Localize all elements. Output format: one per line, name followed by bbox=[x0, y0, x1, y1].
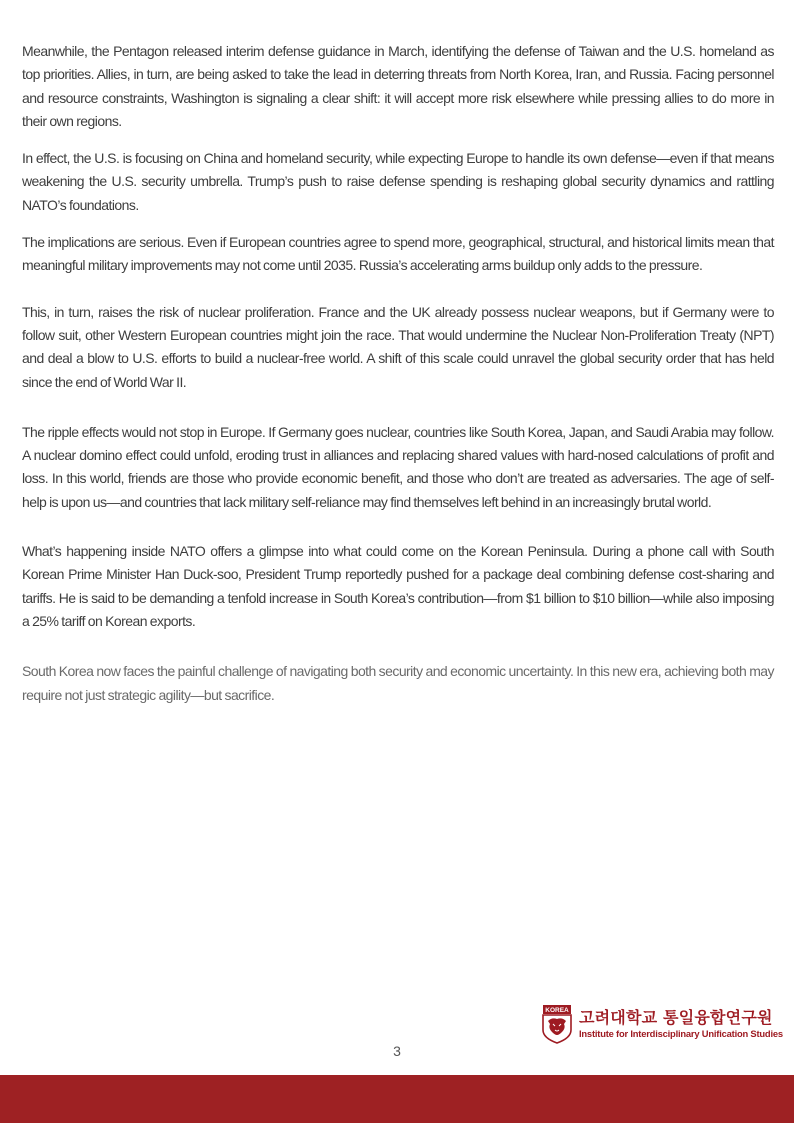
institute-name-english: Institute for Interdisciplinary Unification Studies bbox=[579, 1028, 783, 1039]
institute-name-korean: 고려대학교 통일융합연구원 bbox=[579, 1008, 773, 1027]
footer-bar bbox=[0, 1075, 794, 1123]
korea-university-shield-icon bbox=[542, 1004, 572, 1044]
article-body bbox=[22, 40, 774, 707]
paragraph-1: Meanwhile, the Pentagon released interim defense guidance in March, identifying the defense of Taiwan and the U.S. homeland as top priorities. Allies, in turn, are being asked to take the lead in deterring threats from North Korea, Iran, and Russia. Facing personnel and resource constraints, Washington is signaling a clear shift: it will accept more risk elsewhere while pressing allies to do more in their own regions. bbox=[22, 43, 774, 129]
emblem-text: KOREA bbox=[545, 1007, 569, 1014]
institute-logo bbox=[542, 1004, 783, 1044]
paragraph-5: The ripple effects would not stop in Europe. If Germany goes nuclear, countries like South Korea, Japan, and Saudi Arabia may follow. A nuclear domino effect could unfold, eroding trust in alliances and replacing shared values with hard-nosed calculations of profit and loss. In this world, friends are those who provide economic benefit, and those who don’t are treated as adversaries. The age of self-help is upon us—and countries that lack military self-reliance may find themselves left behind in an increasingly brutal world. bbox=[22, 423, 774, 510]
page-number: 3 bbox=[393, 1043, 401, 1059]
paragraph-4: This, in turn, raises the risk of nuclear proliferation. France and the UK already possess nuclear weapons, but if Germany were to follow suit, other Western European countries might join the race. That would undermine the Nuclear Non-Proliferation Treaty (NPT) and deal a blow to U.S. efforts to build a nuclear-free world. A shift of this scale could unravel the global security order that has held since the end of World War II. bbox=[22, 303, 774, 390]
paragraph-3: The implications are serious. Even if European countries agree to spend more, geographical, structural, and historical limits mean that meaningful military improvements may not come until 2035. Russia’s accelerating arms buildup only adds to the pressure. bbox=[22, 234, 774, 274]
paragraph-7: South Korea now faces the painful challenge of navigating both security and economic uncertainty. In this new era, achieving both may require not just strategic agility—but sacrifice. bbox=[22, 663, 774, 703]
paragraph-2: In effect, the U.S. is focusing on China and homeland security, while expecting Europe to handle its own defense—even if that means weakening the U.S. security umbrella. Trump’s push to raise defense spending is reshaping global security dynamics and rattling NATO’s foundations. bbox=[22, 150, 774, 213]
paragraph-6: What’s happening inside NATO offers a glimpse into what could come on the Korean Peninsula. During a phone call with South Korean Prime Minister Han Duck-soo, President Trump reportedly pushed for a package deal combining defense cost-sharing and tariffs. He is said to be demanding a tenfold increase in South Korea’s contribution—from $1 billion to $10 billion—while also imposing a 25% tariff on Korean exports. bbox=[22, 543, 774, 629]
